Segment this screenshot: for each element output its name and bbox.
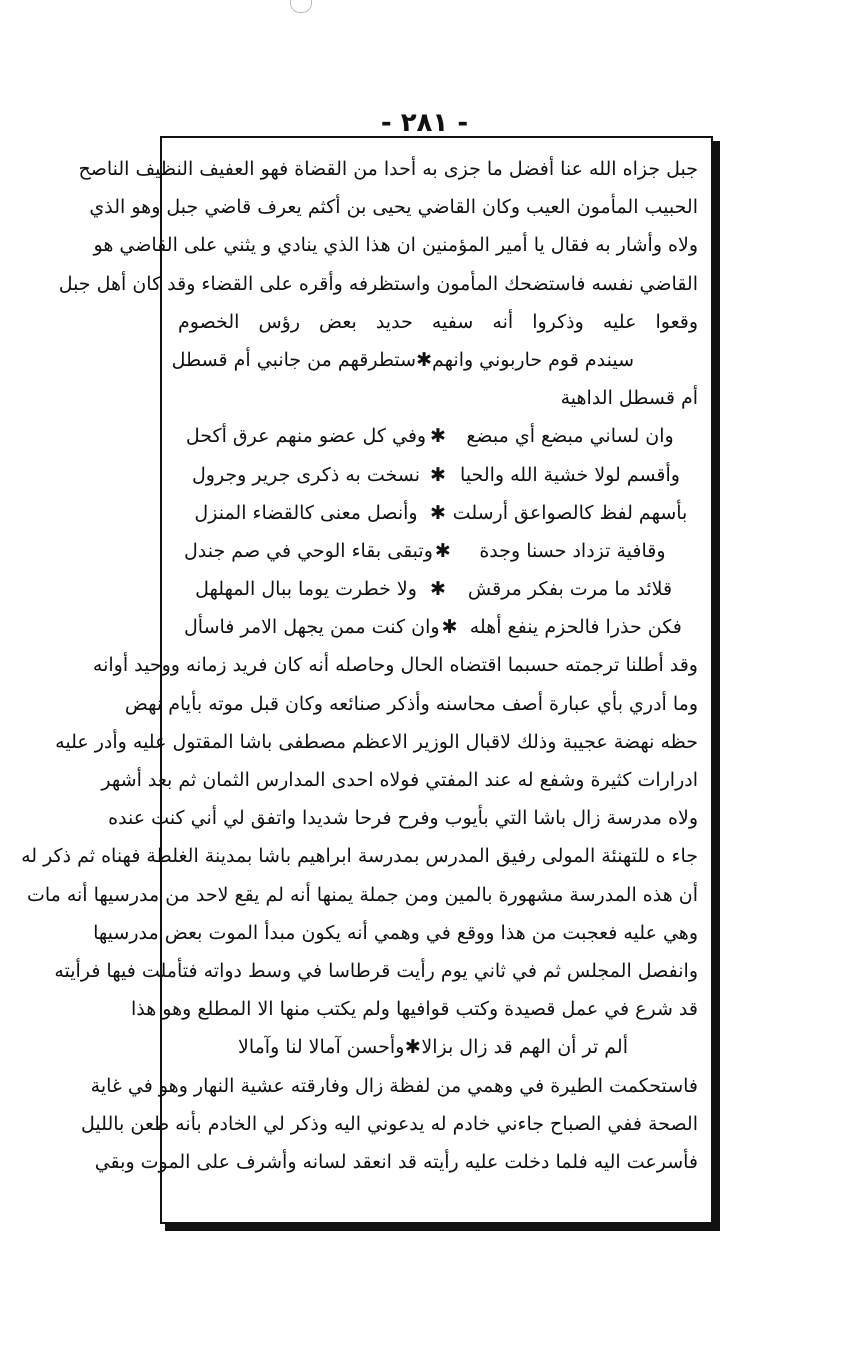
page-number: - ٢٨١ - (380, 108, 469, 138)
verse-hemistich-right: فكن حذرا فالحزم ينفع أهله (469, 616, 682, 639)
verse-separator-icon: ✱ (430, 501, 446, 524)
text-line: فاستحكمت الطيرة في وهمي من لفظة زال وفارقته عشية النهار وهو في غاية (90, 1074, 698, 1097)
verse-hemistich-left: ستطرقهم من جانبي أم قسطل (171, 348, 417, 371)
verse-hemistich-left: وفي كل عضو منهم عرق أكحل (185, 425, 427, 448)
verse-line (178, 570, 698, 608)
verse-hemistich-right: وقافية تزداد حسنا وجدة (479, 539, 666, 562)
verse-separator-icon: ✱ (441, 616, 458, 639)
text-line: أن هذه المدرسة مشهورة بالمين ومن جملة يمنها أنه لم يقع لاحد من مدرسيها أنه مات (26, 883, 698, 906)
text-line: وقعوا عليه وذكروا أنه سفيه حديد بعض رؤس الخصوم (178, 310, 698, 333)
verse-hemistich-right: قلائد ما مرت بفكر مرقش (467, 578, 673, 601)
verse-line (178, 1028, 698, 1066)
text-line: وانفصل المجلس ثم في ثاني يوم رأيت قرطاسا في وسط دواته فتأملت فيها فرأيته (54, 959, 698, 982)
text-line: جاء ه للتهنئة المولى رفيق المدرس بمدرسة ابراهيم باشا بمدينة الغلطة فهناه ثم ذكر له (21, 845, 698, 868)
top-smudge (290, 0, 312, 13)
text-line: وهي عليه فعجبت من هذا ووقع في وهمي أنه يكون مبدأ الموت بعض مدرسيها (93, 921, 698, 944)
verse-hemistich-right: سيندم قوم حاربوني وانهم (432, 348, 634, 371)
text-line: أم قسطل الداهية (560, 387, 698, 410)
text-line: وقد أطلنا ترجمته حسبما اقتضاه الحال وحاصله أنه كان فريد زمانه ووحيد أوانه (92, 654, 698, 677)
verse-line (171, 341, 698, 379)
text-line: ولاه مدرسة زال باشا التي بأيوب وفرح فرحا شديدا واتفق لي أني كنت عنده (108, 807, 698, 830)
text-line: وما أدري بأي عبارة أصف محاسنه وأذكر صنائعه وكان قبل موته بأيام نهض (124, 692, 698, 715)
verse-hemistich-right: وان لساني مبضع أي مبضع (466, 425, 674, 448)
verse-line (178, 608, 698, 646)
text-line: الحبيب المأمون العيب وكان القاضي يحيى بن أكثم يعرف قاضي جبل وهو الذي (89, 196, 698, 219)
verse-separator-icon: ✱ (404, 1036, 421, 1059)
verse-line (178, 456, 698, 494)
verse-separator-icon: ✱ (430, 463, 446, 486)
verse-separator-icon: ✱ (416, 348, 432, 371)
verse-hemistich-left: وان كنت ممن يجهل الامر فاسأل (184, 616, 440, 639)
verse-hemistich-right: ألم تر أن الهم قد زال بزالا (421, 1036, 628, 1059)
verse-hemistich-left: نسخت به ذكرى جرير وجرول (191, 463, 421, 486)
verse-line (178, 494, 698, 532)
verse-hemistich-left: ولا خطرت يوما ببال المهلهل (195, 578, 417, 601)
text-line: قد شرع في عمل قصيدة وكتب قوافيها ولم يكتب منها الا المطلع وهو هذا (131, 998, 698, 1021)
verse-hemistich-left: وتبقى بقاء الوحي في صم جندل (184, 539, 433, 562)
text-line: القاضي نفسه فاستضحك المأمون واستظرفه وأقره على القضاء وقد كان أهل جبل (58, 272, 698, 295)
text-line: ادرارات كثيرة وشفع له عند المفتي فولاه احدى المدارس الثمان ثم بعد أشهر (101, 769, 698, 791)
verse-hemistich-left: وأحسن آمالا لنا وآمالا (238, 1036, 405, 1059)
verse-line (178, 532, 698, 570)
text-line: جبل جزاه الله عنا أفضل ما جزى به أحدا من القضاة فهو العفيف النظيف الناصح (78, 158, 698, 180)
verse-hemistich-left: وأنصل معنى كالقضاء المنزل (194, 501, 418, 524)
text-line: ولاه وأشار به فقال يا أمير المؤمنين ان هذا الذي ينادي و يثني على القاضي هو (93, 234, 698, 257)
page-text (21, 150, 698, 1181)
verse-separator-icon: ✱ (430, 425, 446, 448)
text-line: حظه نهضة عجيبة وذلك لاقبال الوزير الاعظم مصطفى باشا المقتول عليه وأدر عليه (55, 730, 698, 753)
text-line: الصحة ففي الصباح جاءني خادم له يدعوني اليه وذكر لي الخادم بأنه طعن بالليل (81, 1112, 698, 1135)
verse-separator-icon: ✱ (434, 539, 451, 562)
verse-separator-icon: ✱ (430, 578, 446, 601)
verse-hemistich-right: بأسهم لفظ كالصواعق أرسلت (452, 501, 688, 524)
verse-hemistich-right: وأقسم لولا خشية الله والحيا (460, 463, 680, 486)
text-line: فأسرعت اليه فلما دخلت عليه رأيته قد انعقد لسانه وأشرف على الموت وبقي (94, 1150, 698, 1173)
verse-line (178, 417, 698, 455)
